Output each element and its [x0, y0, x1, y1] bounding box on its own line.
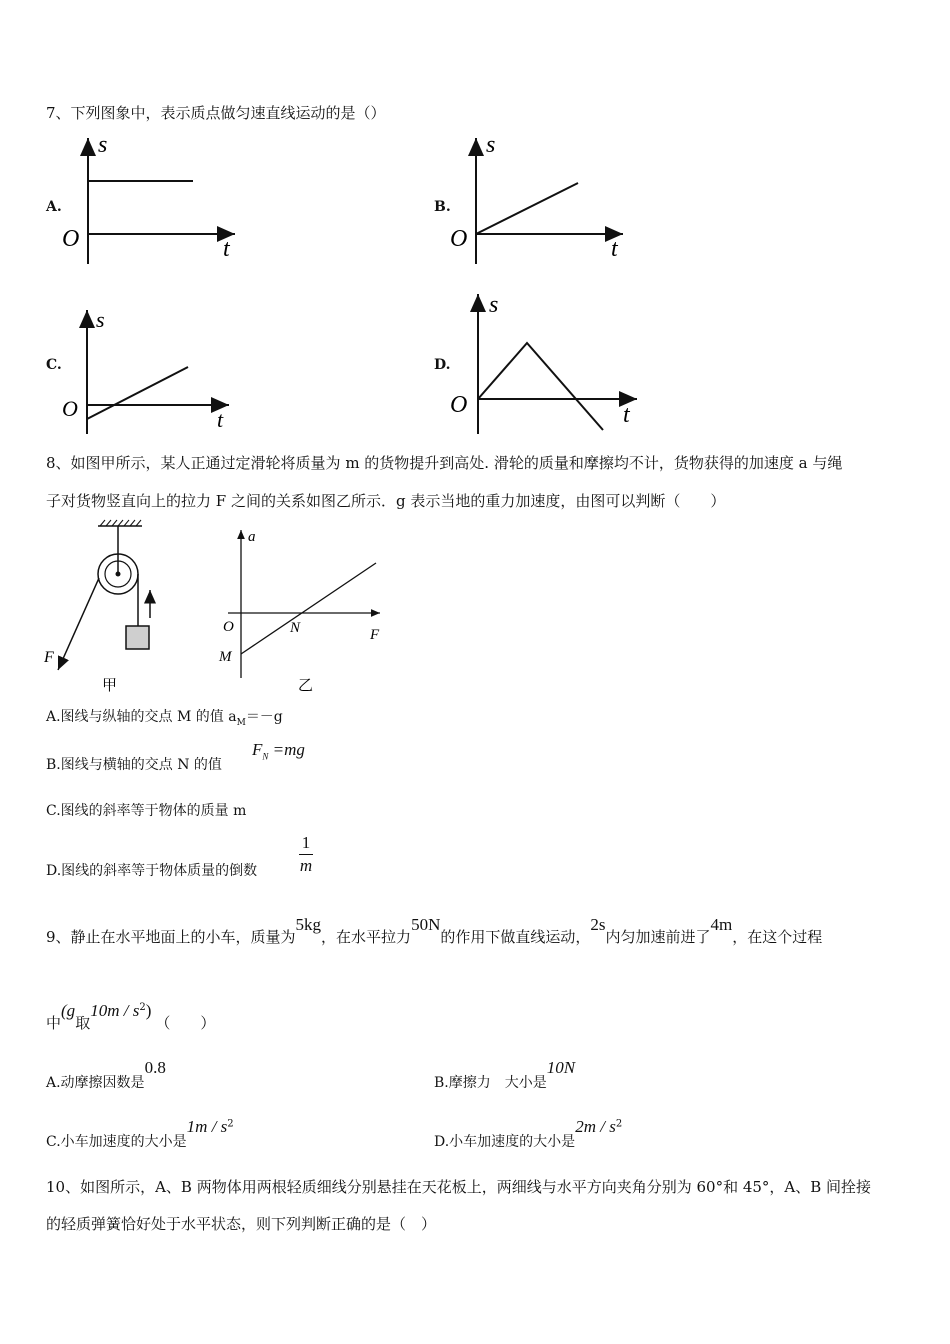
q9-g-open: (g	[61, 1001, 76, 1020]
axis-label-a: a	[248, 529, 256, 545]
axis-label-t: t	[611, 236, 618, 262]
q8-option-a-text: A.图线与纵轴的交点 M 的值 a	[46, 709, 237, 725]
q9-g-value: 10m / s	[90, 1001, 140, 1020]
q8-option-d-numerator: 1	[301, 833, 311, 852]
q9-time: 2s	[590, 915, 606, 934]
q7-graph-c	[55, 302, 255, 442]
q9-option-b-text: B.摩擦力 大小是	[434, 1075, 547, 1091]
axis-label-t: t	[623, 402, 630, 428]
q8-option-a-tail: ＝－g	[245, 709, 283, 725]
q8-stem-line2: 子对货物竖直向上的拉力 F 之间的关系如图乙所示．g 表示当地的重力加速度，由图可以判断（ ）	[46, 492, 726, 510]
q9-option-b-value: 10N	[546, 1058, 576, 1077]
q9-option-c-value: 1m / s	[186, 1117, 228, 1136]
q7-graph-b	[443, 132, 643, 272]
cargo-block	[126, 626, 149, 649]
origin-label: O	[62, 226, 80, 252]
point-n-label: N	[290, 620, 301, 636]
q8-option-b-tail: =mg	[268, 740, 305, 759]
q9-option-d-text: D.小车加速度的大小是	[434, 1134, 576, 1150]
q9-seg1: 9、静止在水平地面上的小车，质量为	[46, 928, 296, 946]
origin-label: O	[223, 619, 234, 635]
graph-line	[241, 563, 376, 654]
axis-label-s: s	[486, 132, 496, 158]
q10-stem-line2: 的轻质弹簧恰好处于水平状态，则下列判断正确的是（ ）	[46, 1215, 437, 1233]
point-m-label: M	[219, 649, 232, 665]
q8-figure-jia-pulley	[42, 518, 192, 698]
q9-stem-line1	[46, 915, 823, 966]
q9-option-d-sup: 2	[615, 1118, 623, 1130]
q8-option-d-denominator: m	[299, 856, 313, 875]
q9-mass: 5kg	[295, 915, 322, 934]
q8-option-d	[46, 860, 257, 880]
axis-label-s: s	[98, 132, 108, 158]
q8-option-b-formula	[252, 740, 305, 761]
q8-option-d-fraction	[299, 832, 313, 877]
q8-option-a-sub: M	[236, 717, 246, 728]
q7-option-a-label: A.	[46, 199, 62, 215]
q9-option-a-value: 0.8	[144, 1058, 166, 1077]
q9-option-a	[46, 1058, 166, 1091]
q8-option-b-f: F	[252, 740, 263, 759]
q9-seg2: ，在水平拉力	[321, 928, 412, 946]
q7-option-c-label: C.	[46, 357, 62, 373]
caption-jia: 甲	[102, 678, 118, 694]
force-label-f: F	[44, 649, 54, 666]
q8-figure-yi-graph	[212, 518, 392, 698]
rope-pull	[58, 578, 99, 670]
q9-option-c-text: C.小车加速度的大小是	[46, 1134, 187, 1150]
q9-g-sup: 2	[139, 1002, 146, 1013]
q8-option-d-text: D.图线的斜率等于物体质量的倒数	[46, 863, 258, 879]
q8-option-b	[46, 754, 222, 774]
graph-line	[476, 183, 578, 234]
q9-option-c-sup: 2	[227, 1118, 234, 1130]
graph-line	[478, 343, 603, 430]
q9-force: 50N	[411, 915, 441, 934]
q8-option-b-text: B.图线与横轴的交点 N 的值	[46, 757, 222, 773]
q7-stem: 7、下列图象中，表示质点做匀速直线运动的是（）	[46, 104, 386, 122]
axis-label-t: t	[217, 407, 224, 432]
q7-option-d-label: D.	[434, 357, 451, 373]
q9-g-close: )	[145, 1001, 152, 1020]
q9-option-d-value: 2m / s	[575, 1117, 616, 1136]
q10-stem-line1: 10、如图所示，A、B 两物体用两根轻质细线分别悬挂在天花板上，两细线与水平方向夹角分别为 60°和 45°，A、B 间拴接	[46, 1178, 872, 1196]
q7-graph-d	[445, 288, 655, 438]
q9-seg3: 的作用下做直线运动，	[440, 928, 591, 946]
q7-option-b-label: B.	[434, 199, 451, 215]
q9-option-a-text: A.动摩擦因数是	[46, 1075, 145, 1091]
q8-option-c: C.图线的斜率等于物体的质量 m	[46, 803, 247, 819]
q9-line2-a: 中	[46, 1014, 62, 1032]
q8-option-b-sub: N	[262, 751, 269, 762]
axis-label-s: s	[489, 292, 499, 318]
graph-line	[87, 367, 188, 419]
q9-stem-line2	[46, 1000, 216, 1032]
q9-dist: 4m	[710, 915, 733, 934]
origin-label: O	[62, 396, 78, 421]
origin-label: O	[450, 392, 468, 418]
q8-option-a	[46, 706, 283, 728]
q9-seg4: 内匀加速前进了	[605, 928, 711, 946]
q9-option-c	[46, 1117, 234, 1150]
q9-option-b	[434, 1058, 576, 1091]
q7-graph-a	[55, 132, 255, 272]
axis-label-t: t	[223, 236, 230, 262]
origin-label: O	[450, 226, 468, 252]
q8-stem-line1: 8、如图甲所示，某人正通过定滑轮将质量为 m 的货物提升到高处. 滑轮的质量和摩擦均不计，货物获得的加速度 a 与绳	[46, 454, 843, 472]
pulley-axle	[116, 572, 121, 577]
caption-yi: 乙	[298, 678, 314, 694]
q9-g-take: 取	[75, 1014, 91, 1032]
axis-label-s: s	[96, 307, 105, 332]
axis-label-f: F	[370, 627, 380, 643]
ceiling-hatch	[100, 520, 141, 526]
q9-option-d	[434, 1117, 623, 1150]
q9-blank: （ ）	[155, 1014, 216, 1032]
q9-seg5: ，在这个过程	[732, 928, 823, 946]
